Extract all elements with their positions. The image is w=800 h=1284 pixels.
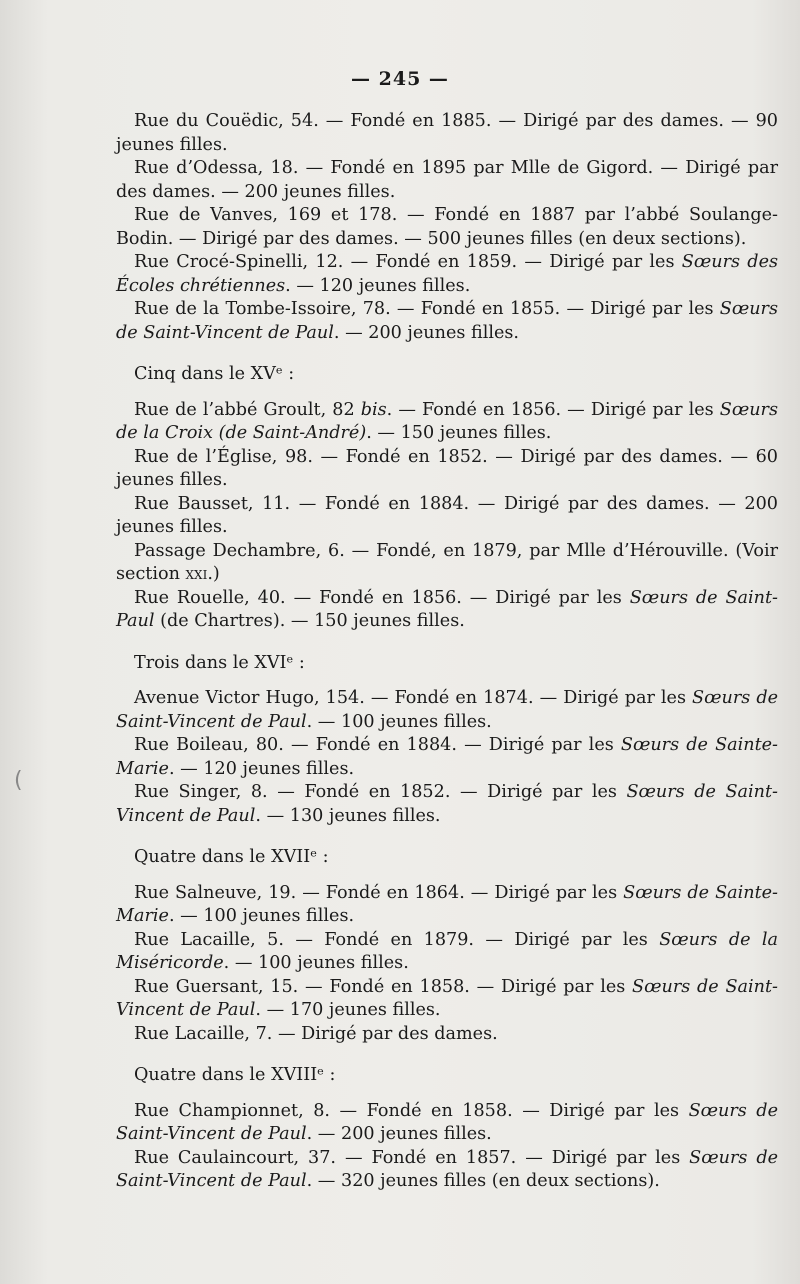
institution-entry <box>116 734 778 781</box>
entry-italic-text: bis <box>360 399 387 420</box>
entry-text: . — 100 jeunes filles. <box>168 906 355 926</box>
entry-text: xxi <box>185 564 208 584</box>
entry-text: . — 150 jeunes filles. <box>366 423 552 443</box>
entry-text: Rue Salneuve, 19. — Fondé en 1864. — Dirigé par les <box>134 882 624 903</box>
entry-text: Rue de l’Église, 98. — Fondé en 1852. — Dirigé par des dames. — 60 jeunes filles. <box>116 446 778 490</box>
institution-entry <box>116 929 778 976</box>
entry-text: Rue du Couëdic, 54. — Fondé en 1885. — Dirigé par des dames. — 90 jeunes filles. <box>116 111 778 155</box>
entry-text: Avenue Victor Hugo, 154. — Fondé en 1874. — Dirigé par les <box>134 688 693 708</box>
entry-italic-text: Sœurs de Saint-Vincent de Paul <box>116 1147 778 1191</box>
entry-text: Rue Crocé-Spinelli, 12. — Fondé en 1859. — Dirigé par les <box>134 252 682 272</box>
entry-text: (de Chartres). — 150 jeunes filles. <box>154 611 465 631</box>
entry-italic-text: Sœurs de Saint-Vincent de Paul <box>116 688 778 732</box>
section-heading: Trois dans le XVIᵉ : <box>134 652 305 673</box>
entry-text: Rue de l’abbé Groult, 82 <box>134 399 361 420</box>
entry-text: Rue Rouelle, 40. — Fondé en 1856. — Dirigé par les <box>134 587 630 608</box>
entry-italic-text: Sœurs de Saint-Paul <box>116 587 778 631</box>
institution-entry <box>116 1023 778 1047</box>
entry-text: Rue d’Odessa, 18. — Fondé en 1895 par Mlle de Gigord. — Dirigé par des dames. — 200 jeunes filles. <box>116 158 778 202</box>
entry-italic-text: Sœurs de Saint-Vincent de Paul <box>116 976 779 1020</box>
institution-entry <box>116 298 778 345</box>
entry-text: . — 100 jeunes filles. <box>306 711 492 732</box>
entry-italic-text: Sœurs de Saint-Vincent de Paul <box>116 299 778 343</box>
page-body <box>116 110 778 1194</box>
institution-entry <box>116 110 778 157</box>
section-heading: Quatre dans le XVIIᵉ : <box>134 847 329 867</box>
margin-pencil-mark: ( <box>14 768 23 793</box>
section-heading: Quatre dans le XVIIIᵉ : <box>134 1065 336 1085</box>
institution-entry <box>116 976 778 1023</box>
institution-entry <box>116 781 778 828</box>
entry-text: Rue Singer, 8. — Fondé en 1852. — Dirigé par les <box>134 782 627 802</box>
entry-text: . — 120 jeunes filles. <box>168 758 355 779</box>
entry-text: . — Fondé en 1856. — Dirigé par les <box>386 399 720 420</box>
entry-text: Rue de Vanves, 169 et 178. — Fondé en 1887 par l’abbé Soulange-Bodin. — Dirigé par des dames. — 500 jeunes filles (en deux sections). <box>116 205 778 249</box>
entry-text: . — 170 jeunes filles. <box>255 1000 441 1020</box>
institution-entry <box>116 399 778 446</box>
entry-text: Rue Championnet, 8. — Fondé en 1858. — Dirigé par les <box>134 1100 689 1121</box>
entry-text: Rue Lacaille, 7. — Dirigé par des dames. <box>134 1023 498 1044</box>
entry-italic-text: Sœurs de Saint-Vincent de Paul <box>116 1100 778 1144</box>
entry-text: . — 100 jeunes filles. <box>223 953 409 973</box>
institution-entry <box>116 251 778 298</box>
entry-text: Rue Caulaincourt, 37. — Fondé en 1857. — Dirigé par les <box>134 1147 690 1168</box>
institution-entry <box>116 882 778 929</box>
institution-entry <box>116 687 778 734</box>
institution-entry <box>116 157 778 204</box>
entry-italic-text: Sœurs de la Miséricorde <box>116 929 778 973</box>
entry-text: . — 320 jeunes filles (en deux sections). <box>306 1171 660 1191</box>
entry-text: Rue Guersant, 15. — Fondé en 1858. — Dirigé par les <box>134 976 633 997</box>
section-heading: Cinq dans le XVᵉ : <box>134 364 295 384</box>
institution-entry <box>116 446 778 493</box>
entry-text: Rue Lacaille, 5. — Fondé en 1879. — Dirigé par les <box>134 929 660 950</box>
entry-text: Rue Boileau, 80. — Fondé en 1884. — Dirigé par les <box>134 735 621 755</box>
entry-text: Passage Dechambre, 6. — Fondé, en 1879, par Mlle d’Hérouville. (Voir section <box>116 540 778 584</box>
institution-entry <box>116 1100 778 1147</box>
entry-text: Rue Bausset, 11. — Fondé en 1884. — Dirigé par des dames. — 200 jeunes filles. <box>116 493 778 537</box>
entry-italic-text: Sœurs des Écoles chrétiennes <box>116 252 779 296</box>
entry-text: . — 200 jeunes filles. <box>306 1124 492 1144</box>
institution-entry <box>116 493 778 540</box>
institution-entry <box>116 204 778 251</box>
institution-entry <box>116 1147 778 1194</box>
page-number: — 245 — <box>351 68 449 90</box>
institution-entry <box>116 540 778 587</box>
entry-italic-text: Sœurs de Saint-Vincent de Paul <box>116 782 778 826</box>
entry-italic-text: Sœurs de Sainte-Marie <box>116 882 778 926</box>
entry-text: . — 130 jeunes filles. <box>255 805 441 826</box>
entry-text: .) <box>207 564 220 584</box>
entry-text: Rue de la Tombe-Issoire, 78. — Fondé en 1855. — Dirigé par les <box>134 299 720 319</box>
entry-italic-text: Sœurs de Sainte-Marie <box>116 735 779 779</box>
entry-text: . — 200 jeunes filles. <box>333 322 520 343</box>
entry-text: . — 120 jeunes filles. <box>285 275 471 296</box>
institution-entry <box>116 587 778 634</box>
entry-italic-text: Sœurs de la Croix (de Saint-André) <box>116 399 778 443</box>
